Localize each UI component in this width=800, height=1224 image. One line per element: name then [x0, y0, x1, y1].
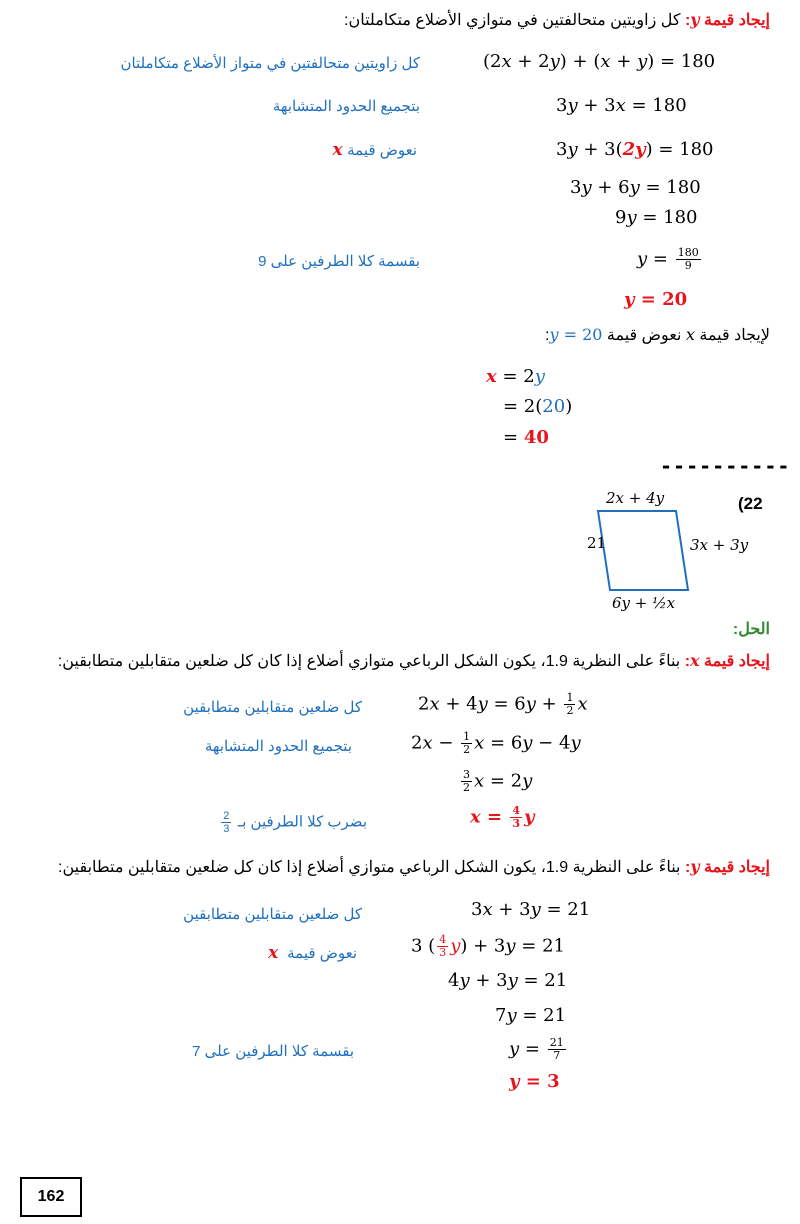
- equation: 2x + 4y = 6y + $\frac{1}{2}$ x: [418, 691, 588, 717]
- separator: ----------: [660, 454, 791, 478]
- parallelogram-shape: [598, 511, 688, 590]
- right-label: 3x + 3y: [690, 536, 749, 554]
- equation: 7y = 21: [495, 1005, 567, 1026]
- problem-number: (22: [738, 494, 763, 513]
- note-line: بتجميع الحدود المتشابهة: [272, 98, 420, 115]
- note-line: بتجميع الحدود المتشابهة: [204, 738, 352, 755]
- equation: 3x + 3y = 21: [471, 899, 591, 920]
- page-number: 162: [20, 1177, 82, 1217]
- equation: $\frac{3}{2}$ x = 2y: [463, 768, 533, 794]
- section3-heading: إيجاد قيمة y: بناءً على النظرية 1.9، يكون الشكل الرباعي متوازي أضلاع إذا كان كل ضلعين متقابلين متطابقين:: [58, 857, 770, 876]
- section1-heading: إيجاد قيمة y: كل زاويتين متحالفتين في متوازي الأضلاع متكاملتان:: [344, 10, 770, 29]
- equation: 3y + 6y = 180: [570, 177, 701, 198]
- bottom-label: 6y + ½x: [612, 594, 676, 612]
- equation: x = 2y: [486, 366, 545, 387]
- heading-label: إيجاد قيمة: [704, 12, 770, 29]
- solution-label: الحل:: [732, 621, 770, 638]
- note-line: بقسمة كلا الطرفين على 9: [258, 253, 420, 270]
- note-line: بقسمة كلا الطرفين على 7: [192, 1043, 354, 1060]
- equation: 2x − $\frac{1}{2}$ x = 6y − 4y: [411, 730, 581, 756]
- equation: y = $\frac{180}{9}$: [637, 246, 699, 272]
- section2-heading: إيجاد قيمة x: بناءً على النظرية 1.9، يكون الشكل الرباعي متوازي أضلاع إذا كان كل ضلعين متقابلين متطابقين:: [57, 651, 770, 670]
- note-line: بضرب كلا الطرفين بـ $\frac{2}{3}$: [223, 810, 367, 835]
- note-line: كل ضلعين متقابلين متطابقين: [183, 699, 362, 716]
- top-label: 2x + 4y: [606, 489, 665, 507]
- equation: 9y = 180: [615, 207, 698, 228]
- note-line: نعوض قيمة x: [332, 140, 417, 160]
- equation: 4y + 3y = 21: [448, 970, 568, 991]
- equation: 3y + 3(2y) = 180: [556, 139, 714, 160]
- note-line: كل زاويتين متحالفتين في متواز الأضلاع متكاملتان: [120, 55, 420, 72]
- equation: = 40: [503, 427, 549, 448]
- heading-text: كل زاويتين متحالفتين في متوازي الأضلاع متكاملتان:: [344, 12, 681, 29]
- equation: 3y + 3x = 180: [556, 95, 687, 116]
- equation: (2x + 2y) + (x + y) = 180: [483, 51, 716, 72]
- heading-var: y: [690, 10, 700, 29]
- equation: y = $\frac{21}{7}$: [509, 1036, 564, 1062]
- result: y = 20: [624, 289, 688, 310]
- note-line: نعوض قيمة x: [268, 943, 357, 963]
- left-label: 21: [587, 534, 607, 552]
- result: y = 3: [509, 1071, 560, 1092]
- x-sub-intro: لإيجاد قيمة x نعوض قيمة y = 20:: [544, 325, 770, 344]
- equation: 3 ( $\frac{4}{3}$ y) + 3y = 21: [411, 933, 565, 959]
- result: x = $\frac{4}{3}$ y: [470, 804, 535, 830]
- equation: = 2(20): [503, 396, 573, 417]
- note-line: كل ضلعين متقابلين متطابقين: [183, 906, 362, 923]
